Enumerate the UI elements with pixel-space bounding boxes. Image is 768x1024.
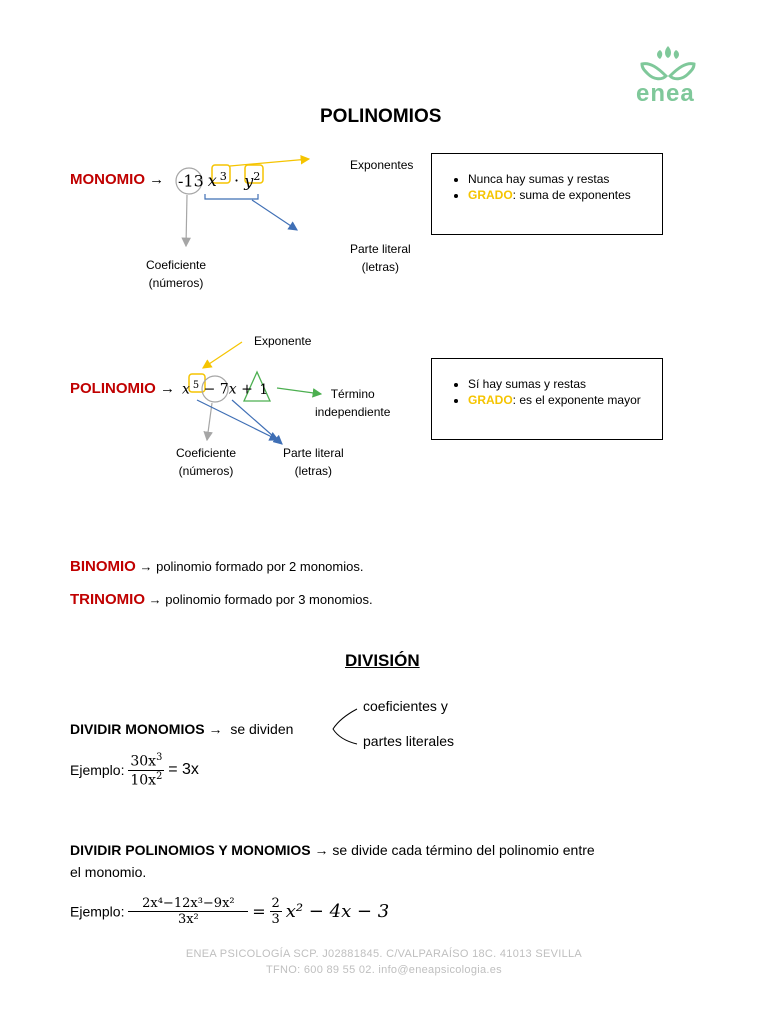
- monomio-exp-y: 2: [253, 170, 261, 183]
- monomio-exp-x: 3: [219, 170, 227, 183]
- poly-parte-literal-label: Parte literal (letras): [283, 446, 344, 478]
- monomio-row: [70, 171, 164, 188]
- monomio-info-box: [431, 153, 663, 235]
- trinomio-line: TRINOMIO → polinomio formado por 3 monomios.: [70, 591, 373, 608]
- ex2-result-fraction: $\frac{2}{3}$: [271, 896, 280, 927]
- polinomio-label: POLINOMIO: [70, 380, 156, 397]
- poly-coeficiente-label: Coeficiente (números): [176, 446, 237, 478]
- footer-line-2: TFNO: 600 89 55 02. info@eneapsicologia.es: [266, 964, 502, 976]
- logo-text: enea: [636, 80, 695, 107]
- monomio-bullet-1: • Nunca hay sumas y restas: [468, 172, 662, 186]
- arrow-icon: →: [149, 171, 165, 188]
- monomio-dot: ·: [234, 171, 240, 191]
- ex1-fraction: $\frac{30x^3}{10x^2}$: [130, 752, 163, 789]
- polinomio-row: [70, 380, 175, 397]
- monomio-var-y: y: [244, 171, 254, 191]
- branch-partes-literales: partes literales: [363, 733, 455, 749]
- monomio-bullet-2: • GRADO: suma de exponentes: [468, 188, 662, 202]
- dividir-monomios-line: DIVIDIR MONOMIOS → se dividen: [70, 721, 294, 737]
- branch-coeficientes: coeficientes y: [363, 698, 448, 714]
- arrow-icon: →: [160, 380, 176, 397]
- page-title: POLINOMIOS: [320, 106, 442, 127]
- division-title: DIVISIÓN: [345, 651, 420, 670]
- dividir-polinomios-line-2: el monomio.: [70, 864, 147, 880]
- polinomio-bullet-1: • Sí hay sumas y restas: [468, 377, 662, 391]
- parte-literal-label: Parte literal (letras): [350, 242, 411, 274]
- polinomio-bullet-2: • GRADO: es el exponente mayor: [468, 393, 662, 407]
- termino-independiente-label: Término independiente: [315, 387, 391, 419]
- polinomio-info-box: [431, 358, 663, 440]
- ejemplo-1: Ejemplo: $\frac{30x^3}{10x^2}$ = 3x: [70, 752, 199, 789]
- exponente-label: Exponente: [254, 334, 312, 348]
- polinomio-expression: x $^5$ − 7x + 1: [182, 380, 269, 398]
- monomio-coef: -13: [178, 171, 204, 191]
- footer-line-1: ENEA PSICOLOGÍA SCP. J02881845. C/VALPARAÍSO 18C. 41013 SEVILLA: [185, 948, 583, 960]
- coeficiente-label: Coeficiente (números): [146, 258, 207, 290]
- ejemplo-2: Ejemplo: $\frac{\text{2x⁴−12x³−9x²}}{\text{3x²}}$ = $\frac{2}{3}$ x² − 4x − 3: [70, 896, 390, 927]
- binomio-line: BINOMIO → polinomio formado por 2 monomios.: [70, 558, 364, 575]
- ex2-fraction: $\frac{\text{2x⁴−12x³−9x²}}{\text{3x²}}$: [128, 896, 248, 927]
- monomio-var-x: x: [207, 171, 217, 191]
- dividir-polinomios-line: DIVIDIR POLINOMIOS Y MONOMIOS → se divide cada término del polinomio entre: [70, 842, 595, 858]
- monomio-label: MONOMIO: [70, 171, 145, 188]
- monomio-expression: [178, 170, 260, 190]
- exponentes-label: Exponentes: [350, 158, 414, 172]
